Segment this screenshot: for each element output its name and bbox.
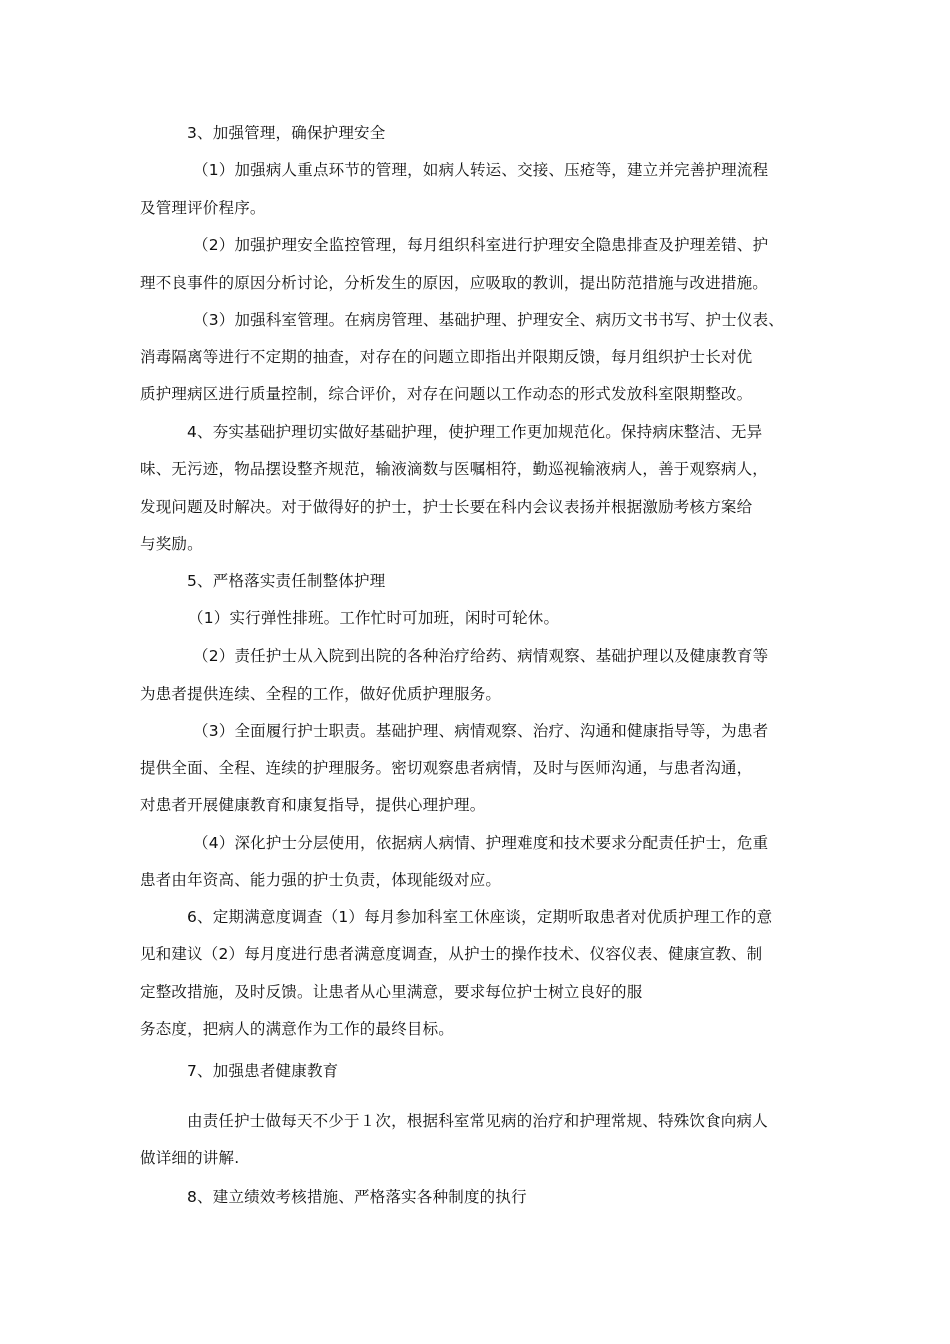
- section-5-item-3-line-2: 提供全面、全程、连续的护理服务。密切观察患者病情，及时与医师沟通，与患者沟通，: [140, 759, 753, 777]
- section-3-item-2-line-2: 理不良事件的原因分析讨论，分析发生的原因，应吸取的教训，提出防范措施与改进措施。: [140, 274, 769, 292]
- section-4-line-1: 4、夯实基础护理切实做好基础护理，使护理工作更加规范化。保持病床整洁、无异: [187, 423, 763, 441]
- section-5-item-3-line-3: 对患者开展健康教育和康复指导，提供心理护理。: [140, 796, 486, 814]
- section-6-line-4: 务态度，把病人的满意作为工作的最终目标。: [140, 1020, 455, 1038]
- section-3-item-3-line-2: 消毒隔离等进行不定期的抽查，对存在的问题立即指出并限期反馈，每月组织护士长对优: [140, 348, 753, 366]
- section-6-line-1: 6、定期满意度调查（1）每月参加科室工休座谈，定期听取患者对优质护理工作的意: [187, 908, 773, 926]
- section-7-line-1: 由责任护士做每天不少于１次，根据科室常见病的治疗和护理常规、特殊饮食向病人: [187, 1112, 768, 1130]
- section-3-item-1-line-1: （1）加强病人重点环节的管理，如病人转运、交接、压疮等，建立并完善护理流程: [193, 161, 769, 179]
- section-4-line-2: 味、无污迹，物品摆设整齐规范，输液滴数与医嘱相符，勤巡视输液病人，善于观察病人，: [140, 460, 769, 478]
- section-5-item-2-line-1: （2）责任护士从入院到出院的各种治疗给药、病情观察、基础护理以及健康教育等: [193, 647, 769, 665]
- section-6-line-3: 定整改措施，及时反馈。让患者从心里满意，要求每位护士树立良好的服: [140, 983, 643, 1001]
- section-3-heading: 3、加强管理，确保护理安全: [187, 124, 386, 142]
- section-3-item-2-line-1: （2）加强护理安全监控管理，每月组织科室进行护理安全隐患排查及护理差错、护: [193, 236, 769, 254]
- section-5-item-4-line-2: 患者由年资高、能力强的护士负责，体现能级对应。: [140, 871, 502, 889]
- section-4-line-3: 发现问题及时解决。对于做得好的护士，护士长要在科内会议表扬并根据激励考核方案给: [140, 498, 753, 516]
- section-7-heading: 7、加强患者健康教育: [187, 1062, 339, 1080]
- section-5-item-4-line-1: （4）深化护士分层使用，依据病人病情、护理难度和技术要求分配责任护士，危重: [193, 834, 769, 852]
- section-6-line-2: 见和建议（2）每月度进行患者满意度调查，从护士的操作技术、仪容仪表、健康宣教、制: [140, 945, 763, 963]
- section-5-item-1-line-1: （1）实行弹性排班。工作忙时可加班，闲时可轮休。: [188, 609, 560, 627]
- section-3-item-3-line-1: （3）加强科室管理。在病房管理、基础护理、护理安全、病历文书书写、护士仪表、: [193, 311, 784, 329]
- section-3-item-3-line-3: 质护理病区进行质量控制，综合评价，对存在问题以工作动态的形式发放科室限期整改。: [140, 385, 753, 403]
- section-5-item-2-line-2: 为患者提供连续、全程的工作，做好优质护理服务。: [140, 685, 502, 703]
- section-8-heading: 8、建立绩效考核措施、严格落实各种制度的执行: [187, 1188, 527, 1206]
- section-3-item-1-line-2: 及管理评价程序。: [140, 199, 266, 217]
- section-5-item-3-line-1: （3）全面履行护士职责。基础护理、病情观察、治疗、沟通和健康指导等，为患者: [193, 722, 769, 740]
- section-7-line-2: 做详细的讲解.: [140, 1149, 240, 1167]
- section-5-heading: 5、严格落实责任制整体护理: [187, 572, 386, 590]
- section-4-line-4: 与奖励。: [140, 535, 203, 553]
